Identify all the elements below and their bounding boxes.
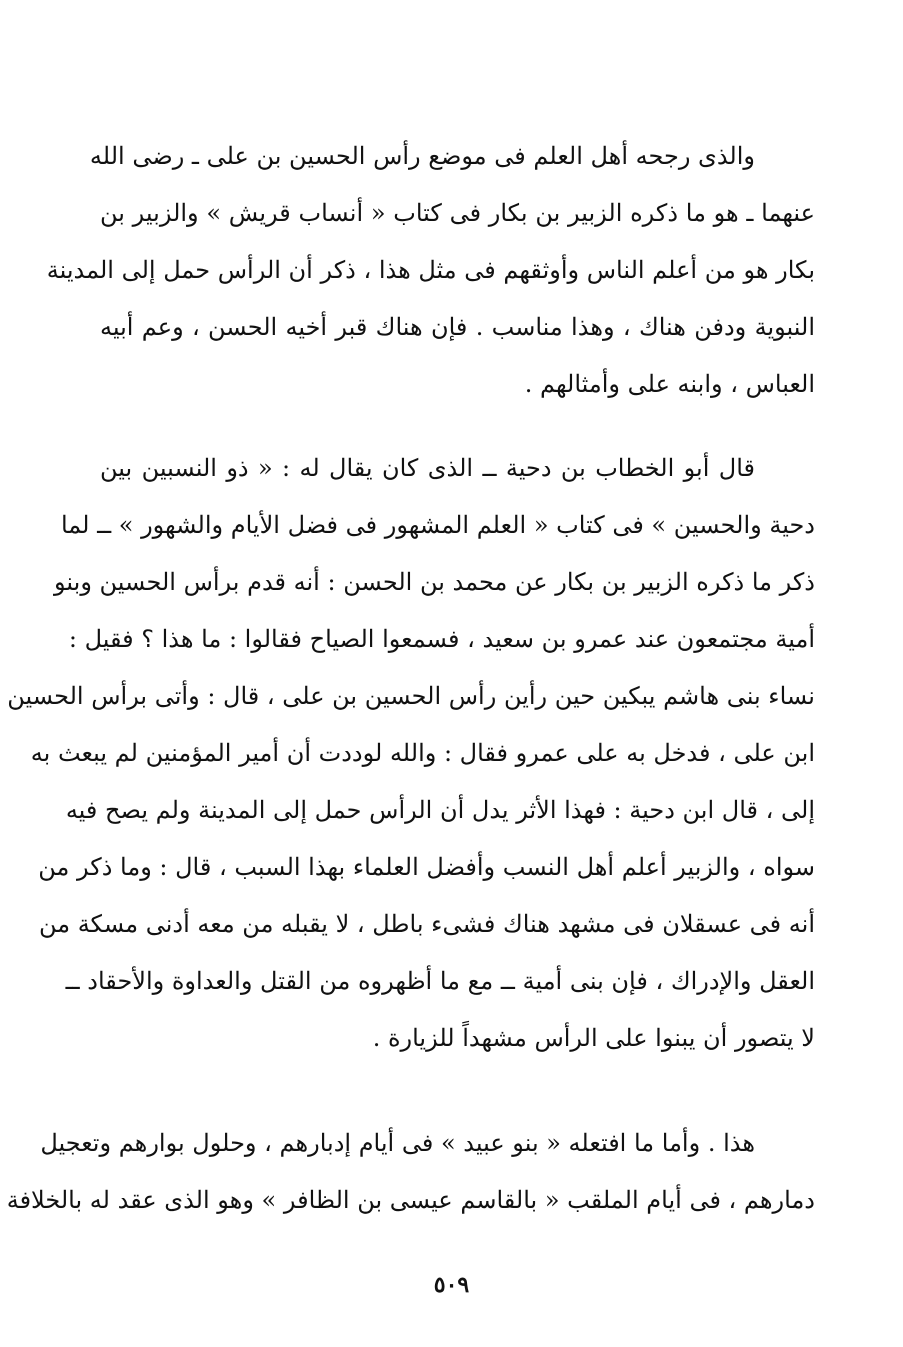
text-line: العقل والإدراك ، فإن بنى أمية ــ مع ما أظهروه من القتل والعداوة والأحقاد ــ xyxy=(65,967,815,995)
text-line: عنهما ـ هو ما ذكره الزبير بن بكار فى كتاب « أنساب قريش » والزبير بن xyxy=(100,199,815,227)
text-line: قال أبو الخطاب بن دحية ــ الذى كان يقال له : « ذو النسبين بين xyxy=(100,454,755,482)
text-line: سواه ، والزبير أعلم أهل النسب وأفضل العلماء بهذا السبب ، قال : وما ذكر من xyxy=(38,853,815,881)
text-line: بكار هو من أعلم الناس وأوثقهم فى مثل هذا ، ذكر أن الرأس حمل إلى المدينة xyxy=(46,256,815,284)
text-line: العباس ، وابنه على وأمثالهم . xyxy=(524,370,815,398)
text-line: دمارهم ، فى أيام الملقب « بالقاسم عيسى بن الظافر » وهو الذى عقد له بالخلافة xyxy=(6,1186,815,1214)
text-line: أمية مجتمعون عند عمرو بن سعيد ، فسمعوا الصياح فقالوا : ما هذا ؟ فقيل : xyxy=(68,625,815,653)
paragraph-3 xyxy=(6,1115,815,1229)
text-line: نساء بنى هاشم يبكين حين رأين رأس الحسين بن على ، قال : وأتى برأس الحسين xyxy=(7,682,815,710)
text-line: والذى رجحه أهل العلم فى موضع رأس الحسين بن على ـ رضى الله xyxy=(89,142,755,170)
text-line: دحية والحسين » فى كتاب « العلم المشهور فى فضل الأيام والشهور » ــ لما xyxy=(60,511,815,539)
text-line: أنه فى عسقلان فى مشهد هناك فشىء باطل ، لا يقبله من معه أدنى مسكة من xyxy=(38,910,815,938)
text-line: ذكر ما ذكره الزبير بن بكار عن محمد بن الحسن : أنه قدم برأس الحسين وبنو xyxy=(54,568,815,596)
page-number: ٥٠٩ xyxy=(433,1272,470,1298)
text-line: ابن على ، فدخل به على عمرو فقال : والله لوددت أن أمير المؤمنين لم يبعث به xyxy=(30,739,815,767)
paragraph-2 xyxy=(7,440,815,1067)
text-line: هذا . وأما ما افتعله « بنو عبيد » فى أيام إدبارهم ، وحلول بوارهم وتعجيل xyxy=(40,1129,755,1157)
paragraph-1 xyxy=(46,128,815,413)
text-line: لا يتصور أن يبنوا على الرأس مشهداً للزيارة . xyxy=(372,1024,815,1052)
text-line: النبوية ودفن هناك ، وهذا مناسب . فإن هناك قبر أخيه الحسن ، وعم أبيه xyxy=(100,313,815,341)
text-line: إلى ، قال ابن دحية : فهذا الأثر يدل أن الرأس حمل إلى المدينة ولم يصح فيه xyxy=(65,796,815,824)
